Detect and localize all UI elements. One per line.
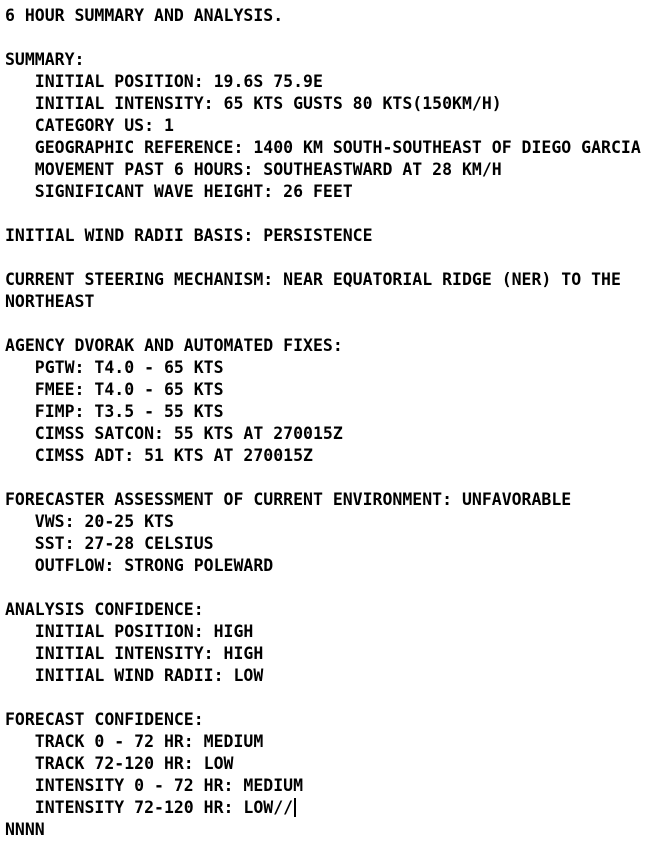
text-line: INITIAL WIND RADII: LOW xyxy=(5,666,264,685)
text-line: SIGNIFICANT WAVE HEIGHT: 26 FEET xyxy=(5,182,353,201)
text-line: 6 HOUR SUMMARY AND ANALYSIS. xyxy=(5,6,284,25)
text-line: CATEGORY US: 1 xyxy=(5,116,174,135)
text-line: VWS: 20-25 KTS xyxy=(5,512,174,531)
text-line: FORECAST CONFIDENCE: xyxy=(5,710,204,729)
text-line xyxy=(5,27,657,49)
text-line: INITIAL POSITION: 19.6S 75.9E xyxy=(5,72,323,91)
bulletin-lines xyxy=(5,5,657,841)
text-line: PGTW: T4.0 - 65 KTS xyxy=(5,358,224,377)
text-line: ANALYSIS CONFIDENCE: xyxy=(5,600,204,619)
text-line xyxy=(5,313,657,335)
text-line: INTENSITY 72-120 HR: LOW// xyxy=(5,797,657,819)
text-line: FIMP: T3.5 - 55 KTS xyxy=(5,402,224,421)
text-line: CURRENT STEERING MECHANISM: NEAR EQUATORIAL RIDGE (NER) TO THE xyxy=(5,270,621,289)
text-line: TRACK 72-120 HR: LOW xyxy=(5,754,234,773)
text-line: AGENCY DVORAK AND AUTOMATED FIXES: xyxy=(5,336,343,355)
text-line: INITIAL INTENSITY: 65 KTS GUSTS 80 KTS(150KM/H) xyxy=(5,94,502,113)
text-line: GEOGRAPHIC REFERENCE: 1400 KM SOUTH-SOUTHEAST OF DIEGO GARCIA xyxy=(5,138,641,157)
text-line: MOVEMENT PAST 6 HOURS: SOUTHEASTWARD AT 28 KM/H xyxy=(5,160,502,179)
text-caret xyxy=(294,798,296,817)
text-line: NNNN xyxy=(5,820,45,839)
text-line: INITIAL WIND RADII BASIS: PERSISTENCE xyxy=(5,226,373,245)
text-line: CIMSS ADT: 51 KTS AT 270015Z xyxy=(5,446,313,465)
text-line: FORECASTER ASSESSMENT OF CURRENT ENVIRONMENT: UNFAVORABLE xyxy=(5,490,572,509)
text-line: CIMSS SATCON: 55 KTS AT 270015Z xyxy=(5,424,343,443)
text-line: OUTFLOW: STRONG POLEWARD xyxy=(5,556,274,575)
text-line xyxy=(5,203,657,225)
text-line: INITIAL POSITION: HIGH xyxy=(5,622,254,641)
text-line xyxy=(5,577,657,599)
text-line: FMEE: T4.0 - 65 KTS xyxy=(5,380,224,399)
text-line xyxy=(5,247,657,269)
text-line xyxy=(5,467,657,489)
text-line: SST: 27-28 CELSIUS xyxy=(5,534,214,553)
text-line xyxy=(5,687,657,709)
text-line: INITIAL INTENSITY: HIGH xyxy=(5,644,264,663)
text-line: INTENSITY 0 - 72 HR: MEDIUM xyxy=(5,776,304,795)
text-line: SUMMARY: xyxy=(5,50,85,69)
text-line: NORTHEAST xyxy=(5,292,95,311)
text-line: TRACK 0 - 72 HR: MEDIUM xyxy=(5,732,264,751)
